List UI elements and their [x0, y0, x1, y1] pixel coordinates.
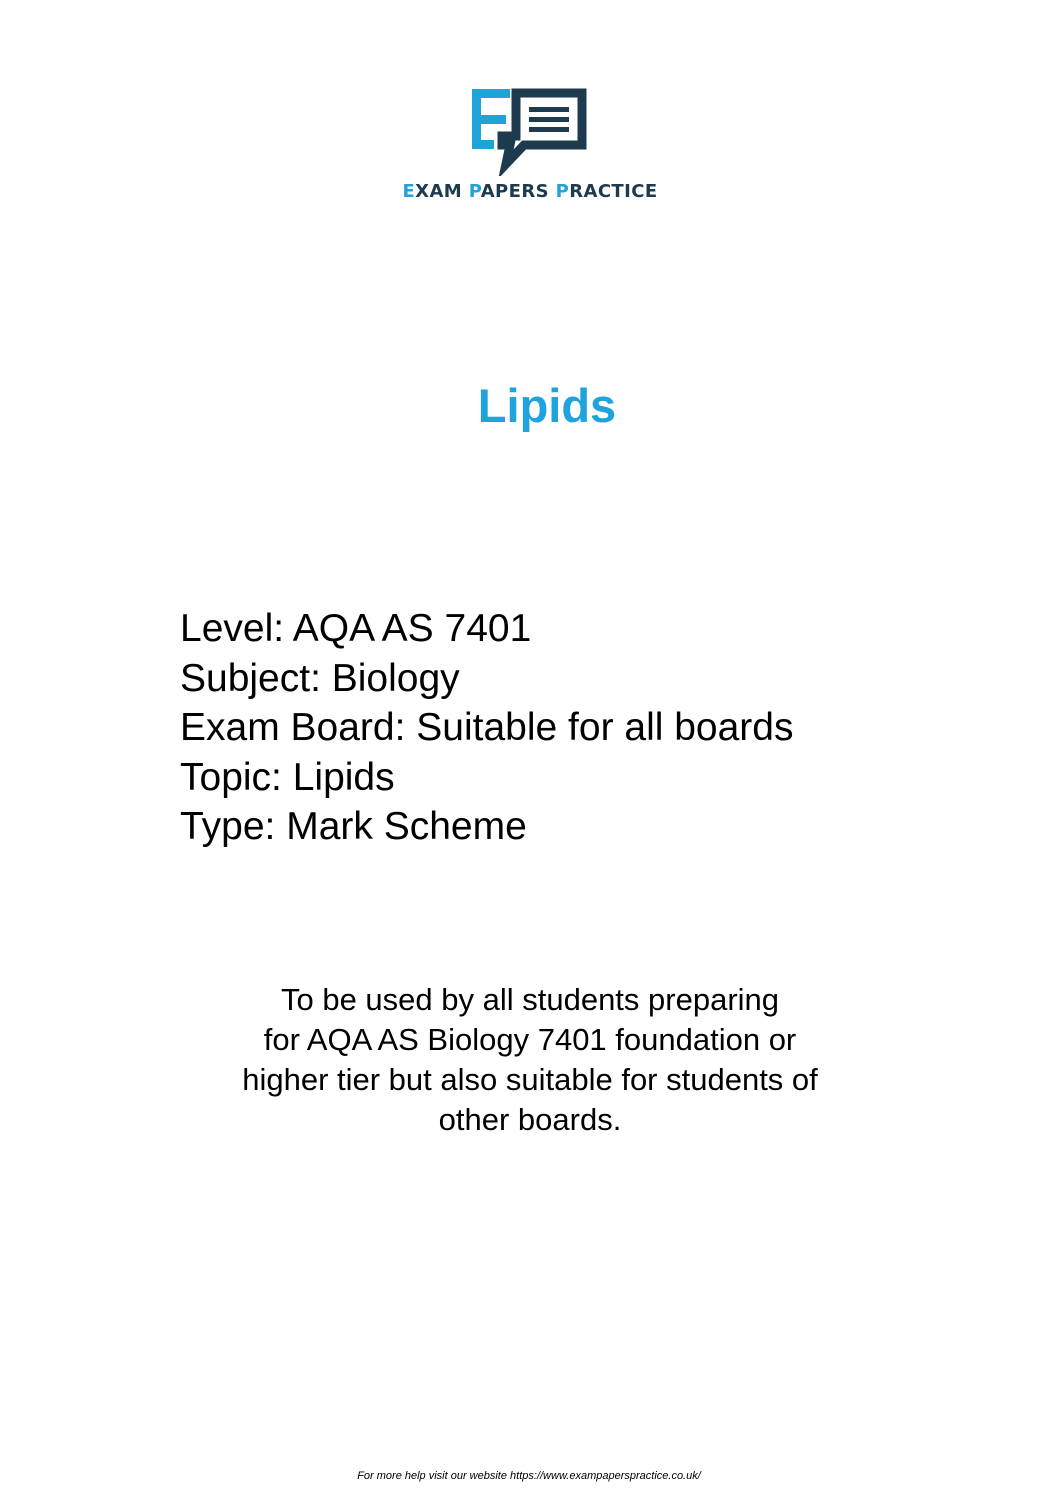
- footer-website-note: For more help visit our website https://www.exampaperspractice.co.uk/: [357, 1470, 701, 1482]
- description-line: higher tier but also suitable for students of: [242, 1062, 818, 1097]
- meta-subject: Subject: Biology: [180, 656, 460, 700]
- meta-type: Type: Mark Scheme: [180, 805, 527, 848]
- brand-word-practice: PRACTICE: [555, 181, 658, 202]
- meta-level: Level: AQA AS 7401: [180, 607, 532, 650]
- description-line: To be used by all students preparing: [280, 982, 780, 1017]
- brand-name: [330, 181, 730, 202]
- document-description: [130, 980, 930, 1140]
- brand-word-exam: EXAM: [402, 181, 469, 202]
- document-title: Lipids: [477, 379, 617, 432]
- description-line: other boards.: [438, 1102, 622, 1137]
- exam-papers-practice-logo-icon: [466, 86, 596, 176]
- brand-word-papers: PAPERS: [468, 181, 556, 202]
- description-line: for AQA AS Biology 7401 foundation or: [263, 1022, 797, 1057]
- document-meta-list: [180, 604, 794, 852]
- meta-topic: Topic: Lipids: [180, 755, 395, 799]
- meta-exam-board: Exam Board: Suitable for all boards: [180, 706, 794, 749]
